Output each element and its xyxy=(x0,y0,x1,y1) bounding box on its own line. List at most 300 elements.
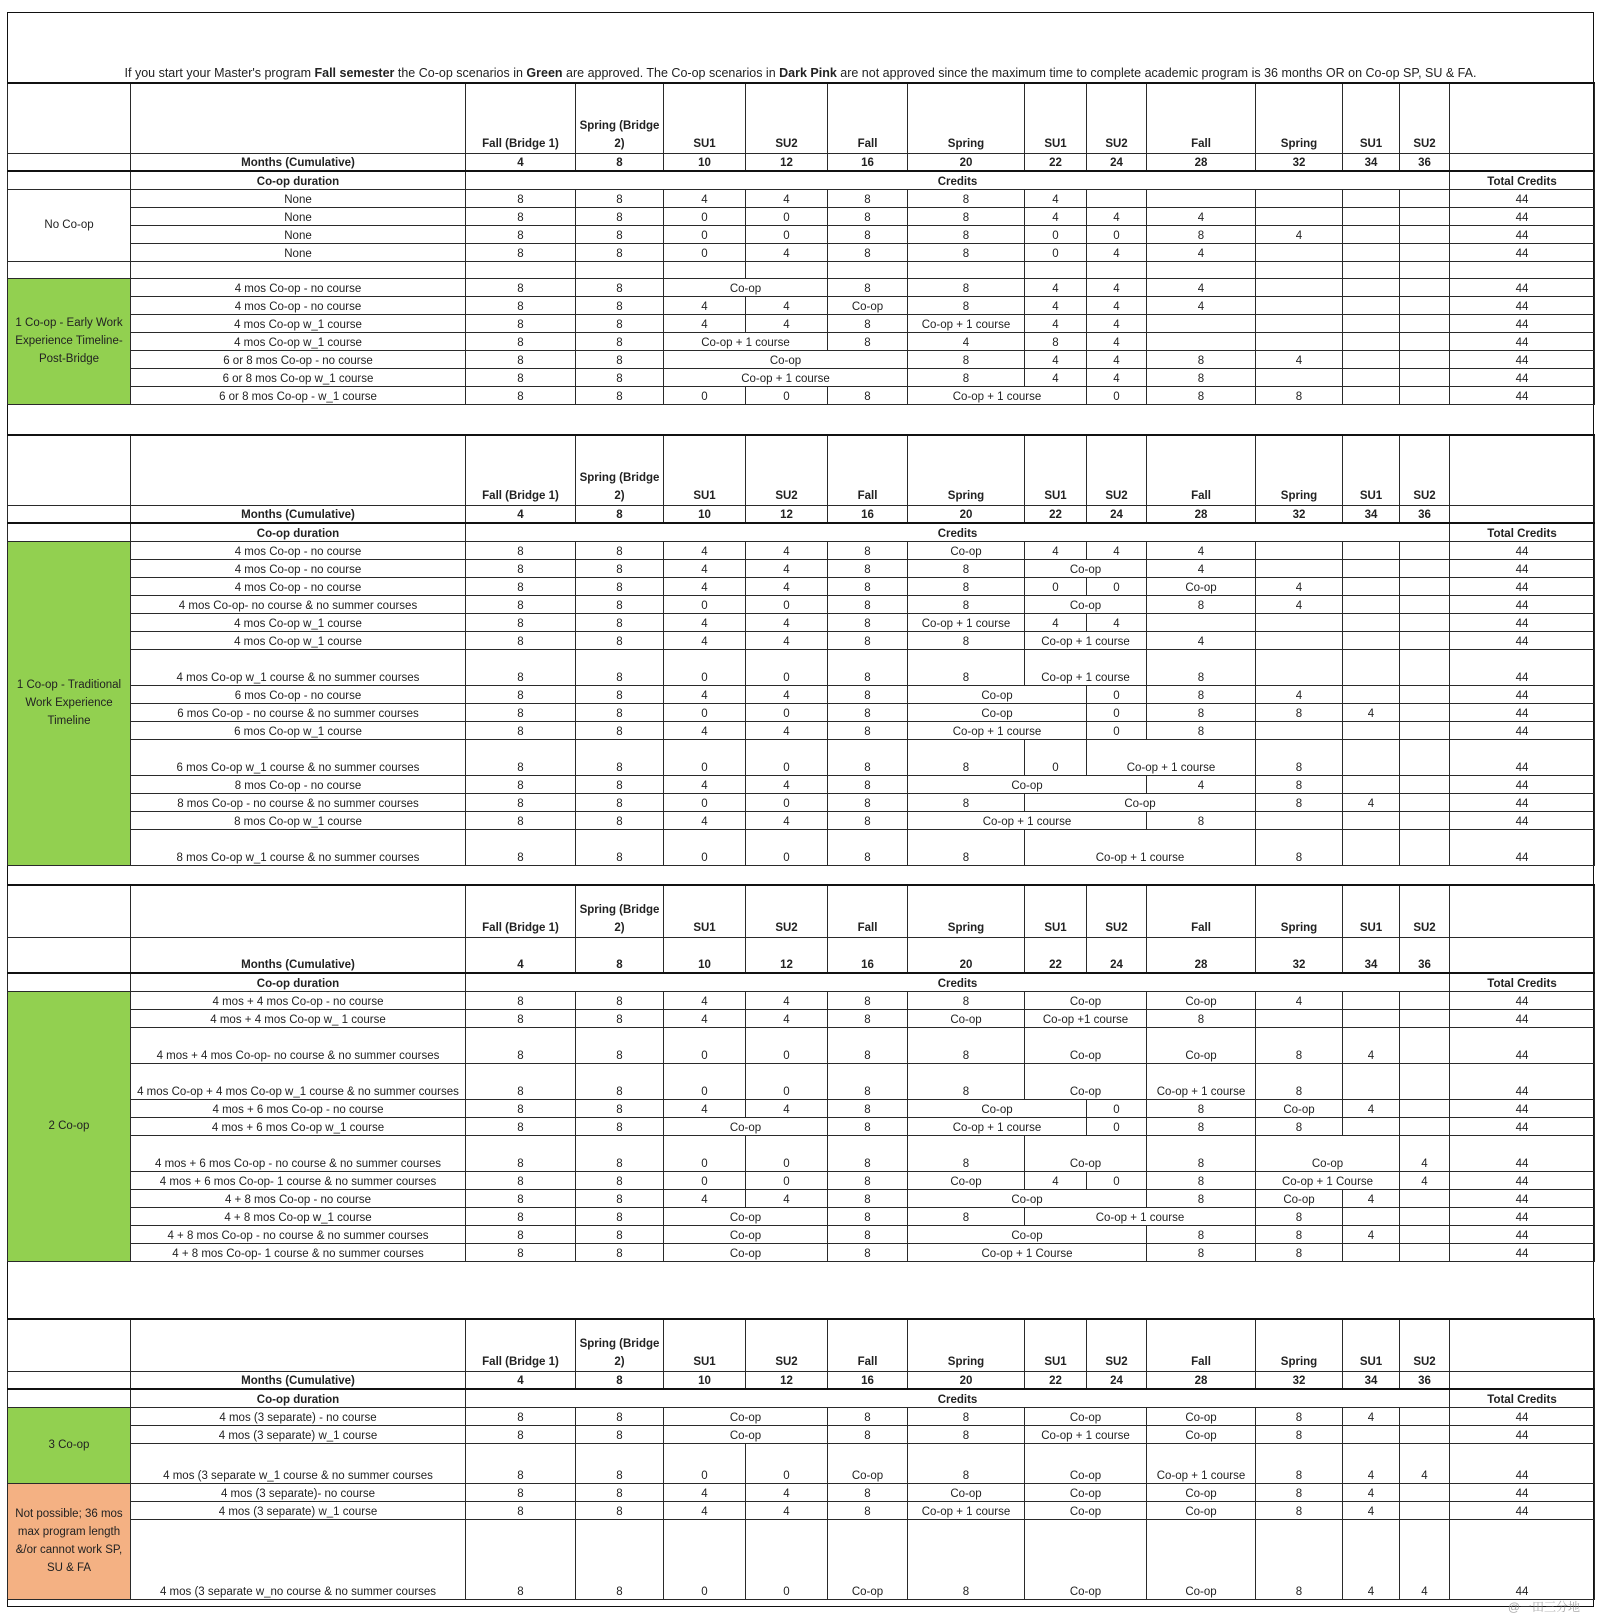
credit-cell: 4 xyxy=(1256,225,1343,243)
coop-duration-cell: 4 mos + 6 mos Co-op- 1 course & no summer courses xyxy=(131,1171,466,1189)
credit-cell: Co-op xyxy=(1025,1407,1147,1425)
credit-cell: 0 xyxy=(1025,225,1087,243)
credit-cell xyxy=(1343,1243,1400,1261)
credit-cell: 8 xyxy=(1256,775,1343,793)
credit-cell: 4 xyxy=(1087,332,1147,350)
header-blank xyxy=(8,153,131,171)
credit-cell: 0 xyxy=(664,703,746,721)
credit-cell xyxy=(1343,1425,1400,1443)
credit-cell xyxy=(1147,613,1256,631)
semester-header: SU2 xyxy=(746,83,828,153)
credit-cell: 8 xyxy=(1256,386,1343,404)
credit-cell xyxy=(1400,721,1450,739)
credit-cell: Co-op + 1 course xyxy=(664,368,908,386)
total-credits-cell: 44 xyxy=(1450,1207,1595,1225)
total-credits-cell: 44 xyxy=(1450,1407,1595,1425)
credit-cell: 4 xyxy=(1025,278,1087,296)
credit-cell xyxy=(1400,613,1450,631)
credit-cell xyxy=(1256,207,1343,225)
credit-cell xyxy=(1343,1207,1400,1225)
credit-cell: 0 xyxy=(746,649,828,685)
credit-cell: 0 xyxy=(1087,703,1147,721)
header-blank xyxy=(8,505,131,523)
credit-cell: 0 xyxy=(664,1063,746,1099)
credit-cell: 8 xyxy=(576,1207,664,1225)
credit-cell: 8 xyxy=(466,991,576,1009)
credit-cell: 4 xyxy=(664,541,746,559)
months-value: 4 xyxy=(466,505,576,523)
credit-cell: 8 xyxy=(908,1135,1025,1171)
credit-cell: Co-op + 1 course xyxy=(908,1117,1087,1135)
coop-duration-cell: 4 mos Co-op - no course xyxy=(131,296,466,314)
credit-cell: 8 xyxy=(466,1117,576,1135)
credit-cell: 8 xyxy=(576,314,664,332)
credit-cell xyxy=(1343,649,1400,685)
credit-cell: 8 xyxy=(1147,1099,1256,1117)
total-credits-cell: 44 xyxy=(1450,703,1595,721)
credit-cell: 0 xyxy=(1087,1171,1147,1189)
months-value: 12 xyxy=(746,505,828,523)
credit-cell: 8 xyxy=(466,829,576,865)
credit-cell xyxy=(1400,991,1450,1009)
semester-header: Spring xyxy=(908,885,1025,937)
coop-duration-cell: 4 mos Co-op w_1 course xyxy=(131,314,466,332)
credit-cell: 8 xyxy=(1147,1135,1256,1171)
credit-cell: 8 xyxy=(576,350,664,368)
credit-cell xyxy=(1343,278,1400,296)
scenario-row xyxy=(8,577,1595,595)
credit-cell xyxy=(664,261,746,278)
credit-cell: 8 xyxy=(576,189,664,207)
credit-cell: 8 xyxy=(576,1117,664,1135)
credit-cell xyxy=(1343,541,1400,559)
credit-cell: 0 xyxy=(746,1027,828,1063)
coop-duration-cell: 4 mos (3 separate w_no course & no summer courses xyxy=(131,1519,466,1599)
credit-cell: 8 xyxy=(466,1009,576,1027)
credit-cell: 8 xyxy=(828,225,908,243)
credit-cell xyxy=(1400,243,1450,261)
credit-cell: 4 xyxy=(664,721,746,739)
credit-cell: 4 xyxy=(1256,350,1343,368)
credit-cell: Co-op xyxy=(1025,559,1147,577)
credit-cell: 4 xyxy=(1343,1027,1400,1063)
credit-cell: 8 xyxy=(828,721,908,739)
months-value: 4 xyxy=(466,1371,576,1389)
header-blank xyxy=(8,885,131,937)
total-credits-cell: 44 xyxy=(1450,1189,1595,1207)
total-credits-cell: 44 xyxy=(1450,541,1595,559)
semester-header: Spring (Bridge 2) xyxy=(576,83,664,153)
credit-cell: 8 xyxy=(908,595,1025,613)
credit-cell: Co-op xyxy=(908,1009,1025,1027)
credit-cell: 8 xyxy=(1147,386,1256,404)
credit-cell xyxy=(1400,685,1450,703)
coop-duration-cell: None xyxy=(131,207,466,225)
credit-cell: 8 xyxy=(466,350,576,368)
credit-cell: 8 xyxy=(576,577,664,595)
semester-header: SU2 xyxy=(1087,885,1147,937)
coop-duration-cell: 4 mos Co-op + 4 mos Co-op w_1 course & no summer courses xyxy=(131,1063,466,1099)
credit-cell: 8 xyxy=(908,1207,1025,1225)
total-credits-cell: 44 xyxy=(1450,1425,1595,1443)
months-cumulative-row xyxy=(8,153,1595,171)
credit-cell: 8 xyxy=(576,1171,664,1189)
instruction-note xyxy=(7,62,1594,84)
watermark: @一田三分地 xyxy=(1507,1600,1580,1614)
credit-cell: 8 xyxy=(466,1099,576,1117)
credit-cell: 8 xyxy=(1256,703,1343,721)
semester-header: Spring xyxy=(1256,435,1343,505)
scenario-table-3 xyxy=(7,884,1595,1262)
credit-cell xyxy=(1343,314,1400,332)
credit-cell xyxy=(1400,829,1450,865)
credit-cell: 4 xyxy=(1343,1189,1400,1207)
total-credits-cell: 44 xyxy=(1450,332,1595,350)
coop-duration-cell: 4 + 8 mos Co-op w_1 course xyxy=(131,1207,466,1225)
credit-cell xyxy=(1256,278,1343,296)
credit-cell: 4 xyxy=(1025,541,1087,559)
credit-cell: 8 xyxy=(828,1027,908,1063)
credit-cell: 0 xyxy=(1025,739,1087,775)
months-value: 24 xyxy=(1087,937,1147,973)
credit-cell xyxy=(1400,1009,1450,1027)
months-value: 20 xyxy=(908,937,1025,973)
coop-duration-cell: 4 mos (3 separate) w_1 course xyxy=(131,1425,466,1443)
scenario-row xyxy=(8,225,1595,243)
months-value: 24 xyxy=(1087,1371,1147,1389)
months-cumulative-row xyxy=(8,1371,1595,1389)
credit-cell xyxy=(1256,541,1343,559)
credit-cell xyxy=(1400,703,1450,721)
credit-cell: 8 xyxy=(1256,1483,1343,1501)
months-value: 22 xyxy=(1025,1371,1087,1389)
credit-cell: 8 xyxy=(466,685,576,703)
scenario-row xyxy=(8,1135,1595,1171)
credit-cell: 4 xyxy=(1147,541,1256,559)
credits-label: Credits xyxy=(466,171,1450,189)
months-value: 16 xyxy=(828,937,908,973)
credit-cell: 8 xyxy=(466,703,576,721)
credit-cell: 4 xyxy=(1343,1099,1400,1117)
credit-cell xyxy=(1147,261,1256,278)
semester-header: SU2 xyxy=(746,1319,828,1371)
months-value: 36 xyxy=(1400,153,1450,171)
credit-cell: 4 xyxy=(746,631,828,649)
scenario-row xyxy=(8,296,1595,314)
credit-cell: 4 xyxy=(1087,314,1147,332)
months-value: 8 xyxy=(576,505,664,523)
credit-cell xyxy=(1343,739,1400,775)
note-text: the Co-op scenarios in xyxy=(394,66,527,80)
credit-cell: 8 xyxy=(908,1063,1025,1099)
total-credits-cell: 44 xyxy=(1450,1009,1595,1027)
total-credits-cell: 44 xyxy=(1450,1099,1595,1117)
credit-cell: 8 xyxy=(576,613,664,631)
credit-cell: 8 xyxy=(576,386,664,404)
credit-cell xyxy=(1400,1501,1450,1519)
credit-cell: 8 xyxy=(1256,793,1343,811)
semester-header: SU1 xyxy=(1343,435,1400,505)
credit-cell: 8 xyxy=(576,368,664,386)
credit-cell: 4 xyxy=(746,577,828,595)
credit-cell xyxy=(1256,1009,1343,1027)
scenario-row xyxy=(8,703,1595,721)
credit-cell: 8 xyxy=(576,1443,664,1483)
credit-cell xyxy=(1343,386,1400,404)
total-credits-cell: 44 xyxy=(1450,314,1595,332)
months-value: 10 xyxy=(664,1371,746,1389)
header-blank xyxy=(131,885,466,937)
credit-cell: 4 xyxy=(1147,243,1256,261)
credit-cell: 0 xyxy=(1025,243,1087,261)
credit-cell: 4 xyxy=(746,811,828,829)
credit-cell: Co-op + 1 course xyxy=(1025,649,1147,685)
credit-cell xyxy=(1256,332,1343,350)
total-credits-cell: 44 xyxy=(1450,577,1595,595)
scenario-group-label: 1 Co-op - Early Work Experience Timeline-Post-Bridge xyxy=(8,278,131,404)
credit-cell: Co-op + 1 Course xyxy=(908,1243,1147,1261)
credit-cell: 8 xyxy=(828,1501,908,1519)
credit-cell xyxy=(1400,314,1450,332)
credit-cell: 4 xyxy=(1087,243,1147,261)
credit-cell: 4 xyxy=(664,1099,746,1117)
credit-cell: 0 xyxy=(746,1063,828,1099)
semester-header: SU1 xyxy=(664,435,746,505)
months-value: 20 xyxy=(908,1371,1025,1389)
credit-cell xyxy=(1256,261,1343,278)
semester-header: SU1 xyxy=(1025,435,1087,505)
credit-cell: 4 xyxy=(1256,685,1343,703)
total-credits-cell: 44 xyxy=(1450,386,1595,404)
coop-duration-cell: 4 mos Co-op w_1 course xyxy=(131,613,466,631)
coop-duration-cell: None xyxy=(131,189,466,207)
credit-cell: Co-op xyxy=(1256,1135,1400,1171)
semester-header: SU1 xyxy=(1343,83,1400,153)
credit-cell: 0 xyxy=(664,829,746,865)
credit-cell: Co-op xyxy=(1025,1135,1147,1171)
credit-cell: 8 xyxy=(576,559,664,577)
credit-cell: 4 xyxy=(1025,314,1087,332)
total-credits-cell: 44 xyxy=(1450,296,1595,314)
coop-duration-cell: 4 mos Co-op - no course xyxy=(131,559,466,577)
credit-cell: 4 xyxy=(1147,296,1256,314)
credit-cell: 8 xyxy=(466,649,576,685)
months-value: 12 xyxy=(746,153,828,171)
credit-cell: 8 xyxy=(576,1243,664,1261)
months-value: 16 xyxy=(828,153,908,171)
semester-header-row xyxy=(8,1319,1595,1371)
scenario-row xyxy=(8,739,1595,775)
months-value: 10 xyxy=(664,153,746,171)
credit-cell xyxy=(576,261,664,278)
credit-cell: 8 xyxy=(828,332,908,350)
note-text: are approved. The Co-op scenarios in xyxy=(562,66,780,80)
credit-cell: 4 xyxy=(664,613,746,631)
credit-cell: 8 xyxy=(1147,1225,1256,1243)
credit-cell: 8 xyxy=(466,1207,576,1225)
credit-cell: 4 xyxy=(1147,631,1256,649)
total-credits-cell: 44 xyxy=(1450,613,1595,631)
credit-cell: 4 xyxy=(746,775,828,793)
credit-cell: 4 xyxy=(1025,368,1087,386)
credit-cell: 8 xyxy=(1256,1443,1343,1483)
credit-cell: 4 xyxy=(1147,775,1256,793)
credit-cell xyxy=(1400,1225,1450,1243)
credit-cell: 8 xyxy=(576,1099,664,1117)
semester-header: SU2 xyxy=(746,885,828,937)
credit-cell xyxy=(1343,721,1400,739)
credit-cell xyxy=(1343,685,1400,703)
total-credits-cell: 44 xyxy=(1450,1027,1595,1063)
credit-cell xyxy=(1256,613,1343,631)
scenario-table-2 xyxy=(7,434,1595,866)
header-blank xyxy=(131,83,466,153)
coop-duration-cell: 6 or 8 mos Co-op - w_1 course xyxy=(131,386,466,404)
total-credits-cell: 44 xyxy=(1450,1443,1595,1483)
coop-duration-cell: 4 mos Co-op - no course xyxy=(131,577,466,595)
scenario-row xyxy=(8,829,1595,865)
months-value: 20 xyxy=(908,505,1025,523)
credit-cell: 8 xyxy=(1256,1243,1343,1261)
credit-cell: 4 xyxy=(664,1189,746,1207)
scenario-row xyxy=(8,1027,1595,1063)
credit-cell: 8 xyxy=(466,1483,576,1501)
total-credits-cell: 44 xyxy=(1450,1519,1595,1599)
credit-cell: 0 xyxy=(664,649,746,685)
semester-header: SU2 xyxy=(1400,885,1450,937)
credit-cell xyxy=(746,261,828,278)
credit-cell: 8 xyxy=(828,1425,908,1443)
credit-cell: 8 xyxy=(576,703,664,721)
coop-duration-cell: 4 mos + 6 mos Co-op - no course & no summer courses xyxy=(131,1135,466,1171)
credit-cell: 8 xyxy=(908,225,1025,243)
coop-duration-cell: 4 mos Co-op- no course & no summer courses xyxy=(131,595,466,613)
credit-cell: 0 xyxy=(664,207,746,225)
scenario-row xyxy=(8,1425,1595,1443)
credit-cell: 4 xyxy=(1343,1501,1400,1519)
semester-header: SU1 xyxy=(1025,885,1087,937)
credit-cell: 8 xyxy=(828,1135,908,1171)
coop-duration-cell: 4 mos (3 separate w_1 course & no summer courses xyxy=(131,1443,466,1483)
credit-cell: 4 xyxy=(1087,613,1147,631)
header-blank xyxy=(8,435,131,505)
credit-cell: 8 xyxy=(828,1407,908,1425)
semester-header: Spring (Bridge 2) xyxy=(576,435,664,505)
credit-cell: 8 xyxy=(828,1117,908,1135)
months-label: Months (Cumulative) xyxy=(131,153,466,171)
credit-cell: 4 xyxy=(1343,1443,1400,1483)
credit-cell: 8 xyxy=(576,1189,664,1207)
credit-cell: 8 xyxy=(576,1027,664,1063)
credit-cell: Co-op + 1 course xyxy=(1025,1425,1147,1443)
header-blank xyxy=(1450,1319,1595,1371)
credit-cell: 4 xyxy=(1147,207,1256,225)
coop-duration-cell: 4 mos Co-op - no course xyxy=(131,278,466,296)
total-credits-cell: 44 xyxy=(1450,350,1595,368)
credit-cell: Co-op xyxy=(1256,1099,1343,1117)
credit-cell xyxy=(1343,829,1400,865)
credits-header-row xyxy=(8,1389,1595,1407)
scenario-row xyxy=(8,332,1595,350)
credit-cell xyxy=(908,261,1025,278)
scenario-row xyxy=(8,721,1595,739)
credit-cell xyxy=(1400,278,1450,296)
credit-cell: 4 xyxy=(1025,1171,1087,1189)
months-value: 36 xyxy=(1400,505,1450,523)
months-value: 34 xyxy=(1343,937,1400,973)
credit-cell: 8 xyxy=(466,296,576,314)
credit-cell: 8 xyxy=(466,278,576,296)
credit-cell: 8 xyxy=(1147,685,1256,703)
credit-cell: 8 xyxy=(466,314,576,332)
semester-header-row xyxy=(8,83,1595,153)
credit-cell: 8 xyxy=(1256,1063,1343,1099)
credit-cell xyxy=(1343,207,1400,225)
credit-cell: Co-op xyxy=(664,278,828,296)
credit-cell: 8 xyxy=(576,631,664,649)
coop-duration-cell: 8 mos Co-op - no course & no summer courses xyxy=(131,793,466,811)
scenario-row xyxy=(8,1099,1595,1117)
credit-cell: 0 xyxy=(664,1171,746,1189)
credit-cell xyxy=(1343,1117,1400,1135)
credit-cell xyxy=(1400,1027,1450,1063)
credit-cell: 8 xyxy=(908,559,1025,577)
total-credits-cell: 44 xyxy=(1450,775,1595,793)
credit-cell: 4 xyxy=(746,1501,828,1519)
credit-cell: 0 xyxy=(1087,577,1147,595)
credit-cell: 4 xyxy=(664,685,746,703)
note-green: Green xyxy=(526,66,563,80)
scenario-group-label: 3 Co-op xyxy=(8,1407,131,1483)
credit-cell: Co-op + 1 course xyxy=(664,332,828,350)
months-value: 34 xyxy=(1343,1371,1400,1389)
semester-header: SU2 xyxy=(1400,435,1450,505)
credit-cell: Co-op xyxy=(828,1443,908,1483)
credit-cell: 0 xyxy=(746,207,828,225)
semester-header: Spring xyxy=(1256,885,1343,937)
credit-cell xyxy=(1400,332,1450,350)
credit-cell: 0 xyxy=(1087,386,1147,404)
credit-cell xyxy=(1343,631,1400,649)
scenario-row xyxy=(8,613,1595,631)
credit-cell: Co-op xyxy=(908,1171,1025,1189)
credit-cell: Co-op + 1 course xyxy=(908,721,1087,739)
credit-cell: 8 xyxy=(466,332,576,350)
credit-cell: 8 xyxy=(1256,1225,1343,1243)
header-blank xyxy=(1450,885,1595,937)
months-value: 32 xyxy=(1256,505,1343,523)
scenario-row xyxy=(8,1225,1595,1243)
credit-cell: 4 xyxy=(1025,296,1087,314)
credit-cell: Co-op + 1 course xyxy=(1025,631,1147,649)
months-value: 10 xyxy=(664,505,746,523)
credit-cell: 8 xyxy=(1147,649,1256,685)
credit-cell: 4 xyxy=(1256,577,1343,595)
credit-cell: Co-op + 1 course xyxy=(908,314,1025,332)
credit-cell: 8 xyxy=(908,649,1025,685)
credit-cell: Co-op xyxy=(1147,991,1256,1009)
credit-cell: 8 xyxy=(908,1027,1025,1063)
credit-cell xyxy=(1343,189,1400,207)
credit-cell: Co-op xyxy=(1025,1501,1147,1519)
credit-cell: 4 xyxy=(746,296,828,314)
months-value: 8 xyxy=(576,937,664,973)
credit-cell: 8 xyxy=(828,1171,908,1189)
credit-cell: 0 xyxy=(1087,1117,1147,1135)
credit-cell: 4 xyxy=(1147,278,1256,296)
credit-cell: 8 xyxy=(828,685,908,703)
semester-header: SU1 xyxy=(664,885,746,937)
